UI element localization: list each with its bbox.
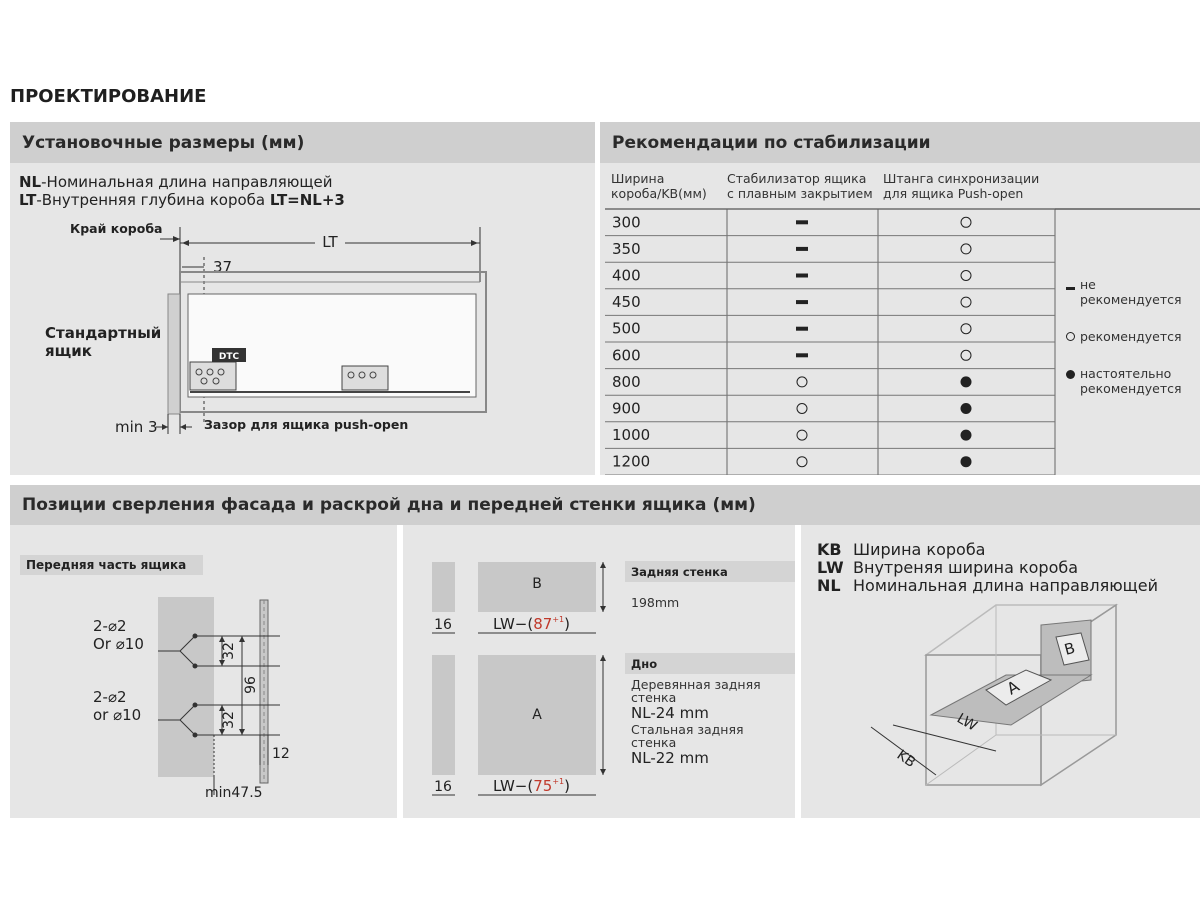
legend-strong-1: настоятельно — [1080, 366, 1172, 381]
circle-icon — [961, 271, 971, 281]
col3-line2: для ящика Push-open — [883, 186, 1024, 201]
wood-back-2: стенка — [631, 690, 677, 705]
box-lw-dim: LW — [954, 710, 980, 735]
part-a-label: A — [532, 707, 542, 723]
kb-abbr: KB — [817, 540, 842, 559]
legend-circle-icon — [1066, 332, 1075, 341]
col1-line2: короба/KB(мм) — [611, 186, 707, 201]
circle-icon — [961, 350, 971, 360]
lt-formula: LT=NL+3 — [269, 191, 345, 209]
holes-top-1: 2-⌀2 — [93, 617, 127, 635]
steel-value: NL-22 mm — [631, 749, 709, 767]
legend-rec: рекомендуется — [1080, 329, 1182, 344]
stab-width-1200: 1200 — [612, 452, 651, 471]
back-wall-title: Задняя стенка — [631, 565, 728, 579]
stab-width-400: 400 — [612, 266, 641, 285]
thick-a: 16 — [434, 779, 452, 795]
legend-dash-icon — [1066, 287, 1075, 290]
holes-top-2: Or ⌀10 — [93, 635, 144, 653]
circle-icon — [797, 377, 807, 387]
std-drawer-label-1: Стандартный — [45, 324, 162, 342]
box-b-label: B — [1062, 638, 1077, 659]
lt-dim-label: LT — [322, 233, 338, 251]
min475-label: min47.5 — [205, 785, 263, 801]
lw-abbr: LW — [817, 558, 844, 577]
box-drawing — [801, 525, 1200, 818]
install-panel — [10, 122, 595, 475]
dim-12: 12 — [272, 746, 290, 762]
legend-not-recommended — [1066, 277, 1196, 307]
circle-icon — [797, 457, 807, 467]
legend-not-rec-1: не — [1080, 277, 1096, 292]
stab-width-300: 300 — [612, 213, 641, 232]
circle-icon — [961, 217, 971, 227]
box-panel — [801, 525, 1200, 818]
kb-text: Ширина короба — [853, 540, 986, 559]
legend-recommended — [1066, 329, 1196, 344]
page-title: ПРОЕКТИРОВАНИЕ — [10, 86, 207, 107]
dot-icon — [961, 376, 972, 387]
legend-not-rec-2: рекомендуется — [1080, 292, 1182, 307]
std-drawer-label-2: ящик — [45, 342, 92, 360]
drill-header — [10, 485, 1200, 525]
dim-96: 96 — [243, 676, 259, 694]
col1-line1: Ширина — [611, 171, 665, 186]
back-wall-bar — [625, 561, 795, 582]
install-title: Установочные размеры (мм) — [22, 133, 305, 153]
lw-text: Внутреняя ширина короба — [853, 558, 1079, 577]
lt-abbr: LT — [19, 191, 37, 209]
circle-icon — [961, 244, 971, 254]
stab-width-350: 350 — [612, 239, 641, 258]
nl-text: Номинальная длина направляющей — [853, 576, 1158, 595]
stab-width-500: 500 — [612, 319, 641, 338]
bottom-specs — [631, 678, 761, 768]
dot-icon — [961, 403, 972, 414]
thick-b: 16 — [434, 617, 452, 633]
box-a-label: A — [1003, 676, 1023, 699]
stab-width-800: 800 — [612, 372, 641, 391]
circle-icon — [961, 324, 971, 334]
legend-strongly — [1066, 366, 1196, 396]
dash-icon — [796, 300, 808, 304]
lw-a-label: $LW-(75^{+1})$ — [493, 777, 570, 795]
dim-32b: 32 — [221, 711, 237, 729]
wood-value: NL-24 mm — [631, 704, 709, 722]
circle-icon — [797, 430, 807, 440]
nl-abbr: NL — [19, 173, 42, 191]
col2-line1: Стабилизатор ящика — [727, 171, 867, 186]
col2-line2: с плавным закрытием — [727, 186, 873, 201]
dash-icon — [796, 327, 808, 331]
back-wall-value: 198mm — [631, 595, 680, 610]
circle-icon — [961, 297, 971, 307]
stab-panel — [600, 122, 1200, 475]
steel-back-2: стенка — [631, 735, 677, 750]
col3-line1: Штанга синхронизации — [883, 171, 1040, 186]
nl-abbr: NL — [817, 576, 841, 595]
dot-icon — [961, 430, 972, 441]
min3-label: min 3 — [115, 418, 158, 436]
stab-title: Рекомендации по стабилизации — [612, 133, 931, 153]
dash-icon — [796, 220, 808, 224]
holes-bot-2: or ⌀10 — [93, 706, 142, 724]
dash-icon — [796, 247, 808, 251]
stab-legend — [1066, 277, 1196, 396]
stab-width-600: 600 — [612, 346, 641, 365]
bottom-title: Дно — [631, 657, 658, 671]
front-panel — [10, 525, 397, 818]
stab-width-900: 900 — [612, 399, 641, 418]
edge-label: Край короба — [70, 221, 163, 236]
legend-strong-2: рекомендуется — [1080, 381, 1182, 396]
install-drawing — [10, 122, 595, 475]
box-kb-dim: KB — [893, 747, 919, 772]
dash-icon — [796, 274, 808, 278]
dim-37: 37 — [213, 258, 233, 276]
front-drawing — [10, 525, 397, 818]
dim-32a: 32 — [221, 642, 237, 660]
dash-icon — [796, 353, 808, 357]
front-label: Передняя часть ящика — [26, 558, 187, 572]
cut-panel — [403, 525, 795, 818]
gap-label: Зазор для ящика push-open — [204, 417, 409, 432]
circle-icon — [797, 404, 807, 414]
bottom-bar — [625, 653, 795, 674]
nl-text: -Номинальная длина направляющей — [41, 173, 333, 191]
stab-width-1000: 1000 — [612, 426, 651, 445]
dot-icon — [961, 456, 972, 467]
wood-back-1: Деревянная задняя — [631, 677, 761, 692]
part-b-label: B — [532, 576, 542, 592]
stab-width-450: 450 — [612, 293, 641, 312]
lw-b-label: $LW-(87^{+1})$ — [493, 615, 570, 633]
legend-dot-icon — [1066, 370, 1075, 379]
dtc-logo: DTC — [218, 352, 240, 362]
holes-bot-1: 2-⌀2 — [93, 688, 127, 706]
drill-title: Позиции сверления фасада и раскрой дна и передней стенки ящика (мм) — [22, 495, 756, 515]
lt-text: -Внутренняя глубина короба — [36, 191, 270, 209]
steel-back-1: Стальная задняя — [631, 722, 744, 737]
